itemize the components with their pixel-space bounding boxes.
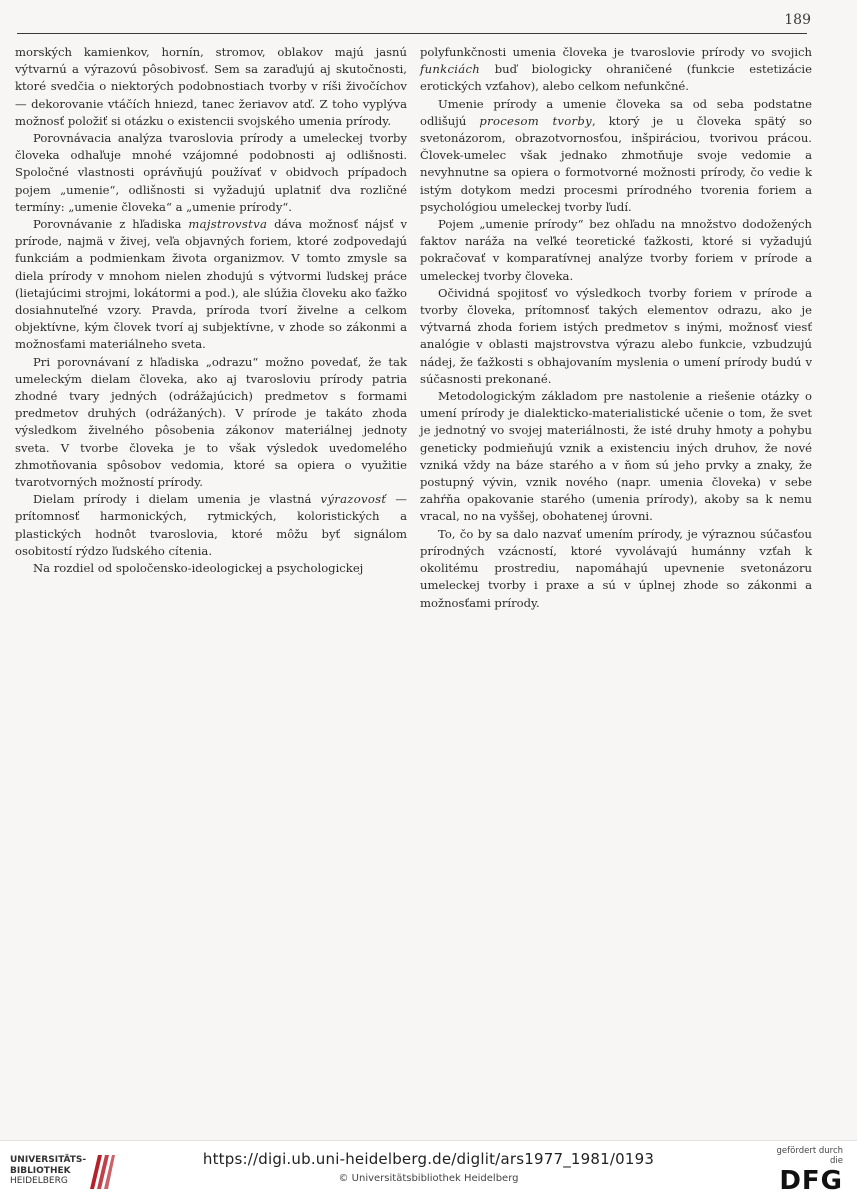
paragraph-text: Pri porovnávaní z hľadiska „odrazu“ možno povedať, že tak umeleckým dielam človeka, ako aj tvarosloviu prírody patria zhodné tvary jedných (odrážajúcich) predmetov s formami predmetov druhých (odrážaných). V prírode je takáto zhoda výsledkom živelného pôsobenia zákonov materiálnej jednoty sveta. V tvorbe človeka je to však výsledok uvedomelého zhmotňovania spôsobov vedomia, ktoré sa opiera o využitie tvarotvorných možností prírody. [15, 354, 407, 490]
paragraph-text: Na rozdiel od spoločensko-ideologickej a psychologickej [33, 561, 364, 576]
paragraph [420, 388, 812, 526]
emphasized-term: výrazovosť [320, 492, 387, 507]
paragraph-text: — prítomnosť harmonických, rytmických, koloristických a plastických hodnôt tvaroslovia, ktoré môžu byť signálom osobitostí rýdzo ľudského cítenia. [15, 492, 408, 558]
paragraph-text: Porovnávacia analýza tvaroslovia prírody a umeleckej tvorby človeka odhaľuje mnohé vzájomné podobnosti aj odlišnosti. Spoločné vlastnosti oprávňujú používať v obidvoch prípadoch pojem „umenie“, odlišnosti si vyžadujú uplatniť dva rozličné termíny: „umenie človeka“ a „umenie prírody“. [15, 131, 407, 214]
library-name: UNIVERSITÄTS- BIBLIOTHEK HEIDELBERG [10, 1155, 87, 1186]
paragraph [15, 130, 407, 216]
paragraph [15, 216, 407, 354]
paragraph-text: Umenie prírody a umenie človeka sa od seba podstatne odlišujú [420, 96, 812, 128]
header-rule [17, 33, 807, 34]
left-text-column [15, 44, 407, 577]
paragraph [420, 216, 812, 285]
page-number: 189 [784, 12, 811, 28]
paragraph-text: To, čo by sa dalo nazvať umením prírody, je výraznou súčasťou prírodných vzácností, ktoré vyvolávajú humánny vzťah k okolitému prostrediu, napomáhajú upevnenie svetonázoru umeleckej tvorby i praxe a sú v úplnej zhode so zákonmi a možnosťami prírody. [420, 526, 812, 610]
paragraph-text: polyfunkčnosti umenia človeka je tvaroslovie prírody vo svojich [420, 45, 812, 59]
paragraph [15, 354, 407, 492]
paragraph [15, 44, 407, 130]
paragraph-text: Porovnávanie z hľadiska [33, 217, 189, 232]
paragraph [420, 526, 812, 612]
paragraph [420, 285, 812, 388]
paragraph [420, 44, 812, 96]
paragraph-text: Pojem „umenie prírody“ bez ohľadu na množstvo dodožených faktov naráža na veľké teoretické ťažkosti, ktoré si vyžadujú pokračovať v komparatívnej analýze tvorby foriem v prírode a umeleckej tvorby človeka. [420, 217, 812, 283]
paragraph [15, 491, 407, 560]
paragraph-text: morských kamienkov, hornín, stromov, oblakov majú jasnú výtvarnú a výrazovú pôsobivosť. Sem sa zaraďujú aj skutočnosti, ktoré svedčia o niektorých podobnostiach tvorby v ríši živočíchov — dekorovanie vtáčích hniezd, tanec žeriavov atď. Z toho vyplýva možnosť položiť si otázku o existencii svojského umenia prírody. [15, 45, 407, 128]
paragraph-text: buď biologicky ohraničené (funkcie estetizácie erotických vzťahov), alebo celkom nefunkčné. [420, 62, 812, 94]
funder-note: gefördert durch die [776, 1146, 843, 1166]
paragraph [420, 96, 812, 216]
permalink-url[interactable]: https://digi.ub.uni-heidelberg.de/diglit/ars1977_1981/0193 [202, 1150, 655, 1168]
paragraph-text: Dielam prírody i dielam umenia je vlastná [33, 492, 321, 507]
emphasized-term: procesom tvorby [479, 113, 592, 128]
paragraph-text: dáva možnosť nájsť v prírode, najmä v živej, veľa objavných foriem, ktoré zodpovedajú funkciám a podmienkam života organizmov. V tomto zmysle sa diela prírody v mnohom nielen zhodujú s výtvormi ľudskej práce (lietajúcimi strojmi, lokátormi a pod.), ale slúžia človeku ako ťažko dosiahnuteľné vzory. Pravda, príroda tvorí živelne a celkom objektívne, kým človek tvorí aj subjektívne, v zhode so zákonmi a možnosťami materiálneho sveta. [15, 217, 408, 352]
emphasized-term: majstrovstva [188, 217, 268, 232]
dfg-logo-text: DFG [779, 1166, 843, 1196]
paragraph-text: Očividná spojitosť vo výsledkoch tvorby foriem v prírode a tvorby človeka, prítomnosť takých elementov odrazu, ako je výtvarná zhoda foriem istých predmetov s inými, možnosť viesť analógie v oblasti majstrovstva výrazu alebo funkcie, vzbudzujú nádej, že ťažkosti s obhajovaním myslenia o umení prírody budú v súčasnosti prekonané. [420, 285, 812, 386]
funder-logo [761, 1146, 843, 1196]
paragraph [15, 560, 407, 577]
emphasized-term: funkciách [420, 62, 481, 77]
viewer-footer [0, 1140, 857, 1196]
right-text-column [420, 44, 812, 612]
copyright-notice: © Universitätsbibliothek Heidelberg [338, 1173, 519, 1184]
paragraph-text: Metodologickým základom pre nastolenie a riešenie otázky o umení prírody je dialekticko-materialistické učenie o tom, že svet je jednotný vo svojej materiálnosti, že isté druhy hmoty a pohybu geneticky podmieňujú vznik a existenciu iných druhov, že nové vzniká vždy na báze starého a v ňom sú jeho prvky a znaky, že postupný vývin, vznik nového (napr. umenia človeka) v sebe zahŕňa opakovanie starého (umenia prírody), akoby sa k nemu vracal, no na vyššej, obohatenej úrovni. [420, 389, 812, 524]
paragraph-text: , ktorý je u človeka spätý so svetonázorom, obrazotvornosťou, inšpiráciou, tvorivou prácou. Človek-umelec však jednako zhmotňuje svoje vedomie a nevyhnutne sa opiera o formotvorné možnosti prírody, čo vedie k istým dotykom medzi procesmi prírodného tvorenia foriem a psychológiou umeleckej tvorby ľudí. [420, 113, 812, 214]
